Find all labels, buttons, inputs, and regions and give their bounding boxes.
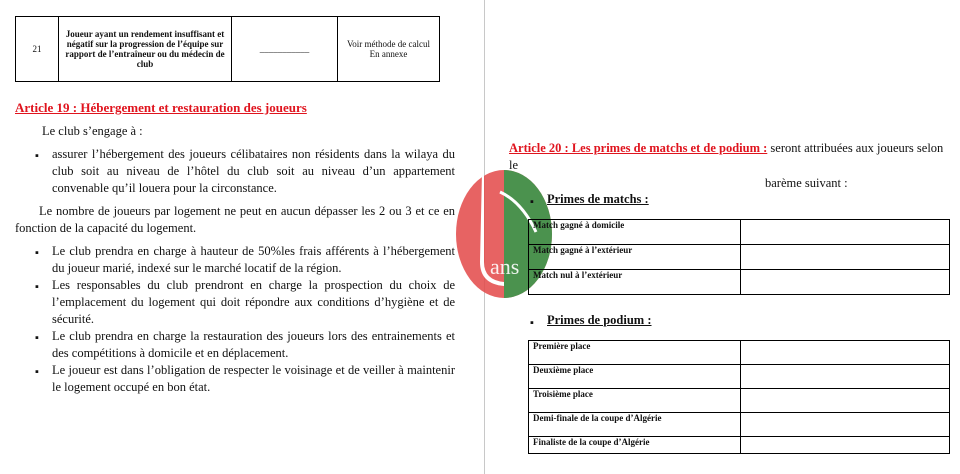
- article19-bullet-2: Le club prendra en charge à hauteur de 50%les frais afférents à l’hébergement du joueur marié, indexé sur le marché locatif de la région.: [52, 244, 455, 275]
- top-table: [15, 16, 440, 82]
- primes-matchs-title: Primes de matchs :: [547, 192, 649, 206]
- article19-bullet-1: assurer l’hébergement des joueurs célibataires non résidents dans la wilaya du club soit au niveau de l’hôtel du club soit au niveau d’un appartement convenable qu’il louera pour la circonstance.: [52, 147, 455, 195]
- article19-bullet-5: Le joueur est dans l’obligation de respecter le voisinage et de veiller à maintenir le logement occupé en bon état.: [52, 363, 455, 394]
- match-label-1: Match gagné à domicile: [529, 220, 741, 245]
- podium-label-3: Troisième place: [529, 389, 741, 413]
- primes-matchs-table: [528, 219, 950, 295]
- row-amount: ___________: [232, 17, 338, 82]
- table-row: [529, 220, 950, 245]
- article19-title: Article 19 : Hébergement et restauration des joueurs: [15, 100, 307, 115]
- row-number: 21: [16, 17, 59, 82]
- row-description: Joueur ayant un rendement insuffisant et négatif sur la progression de l’équipe sur rapport de l’entraîneur ou du médecin de club: [59, 17, 232, 82]
- article19-bullet-3: Les responsables du club prendront en charge la prospection du choix de l’emplacement du logement qui doit répondre aux conditions d’hygiène et de sécurité.: [52, 278, 455, 326]
- table-row: [529, 270, 950, 295]
- row-note: Voir méthode de calcul En annexe: [338, 17, 440, 82]
- article20-text-a: seront attribuées aux joueurs selon le: [509, 141, 944, 172]
- bullet-icon: ▪: [35, 366, 39, 378]
- bullet-icon: ▪: [530, 317, 534, 329]
- bullet-icon: ▪: [35, 150, 39, 162]
- podium-label-5: Finaliste de la coupe d’Algérie: [529, 437, 741, 454]
- table-row: [529, 389, 950, 413]
- primes-podium-title: Primes de podium :: [547, 313, 652, 327]
- table-row: [529, 437, 950, 454]
- table-row: [529, 365, 950, 389]
- match-value-cell: [741, 245, 950, 270]
- article19-bullet-4: Le club prendra en charge la restauration des joueurs lors des entrainements et des compétitions à domicile et en déplacement.: [52, 329, 455, 360]
- bullet-icon: ▪: [35, 281, 39, 293]
- match-label-3: Match nul à l’extérieur: [529, 270, 741, 295]
- table-row: [529, 413, 950, 437]
- match-label-2: Match gagné à l’extérieur: [529, 245, 741, 270]
- table-row: [529, 245, 950, 270]
- bullet-icon: ▪: [35, 332, 39, 344]
- primes-podium-table: [528, 340, 950, 454]
- podium-value-cell: [741, 389, 950, 413]
- match-value-cell: [741, 220, 950, 245]
- podium-value-cell: [741, 437, 950, 454]
- article19-intro: Le club s’engage à :: [42, 124, 143, 138]
- podium-label-1: Première place: [529, 341, 741, 365]
- article20-title: Article 20 : Les primes de matchs et de podium :: [509, 141, 768, 155]
- bullet-icon: ▪: [530, 196, 534, 208]
- table-row: [16, 17, 440, 82]
- svg-text:ans: ans: [490, 254, 520, 279]
- podium-label-2: Deuxième place: [529, 365, 741, 389]
- bullet-icon: ▪: [35, 247, 39, 259]
- article20-text-b: barème suivant :: [765, 176, 848, 190]
- article20-intro: [509, 140, 949, 174]
- table-row: [529, 341, 950, 365]
- podium-value-cell: [741, 413, 950, 437]
- article19-paragraph: Le nombre de joueurs par logement ne peut en aucun dépasser les 2 ou 3 et ce en fonction de la capacité du logement.: [15, 204, 455, 235]
- podium-value-cell: [741, 365, 950, 389]
- match-value-cell: [741, 270, 950, 295]
- podium-label-4: Demi-finale de la coupe d’Algérie: [529, 413, 741, 437]
- podium-value-cell: [741, 341, 950, 365]
